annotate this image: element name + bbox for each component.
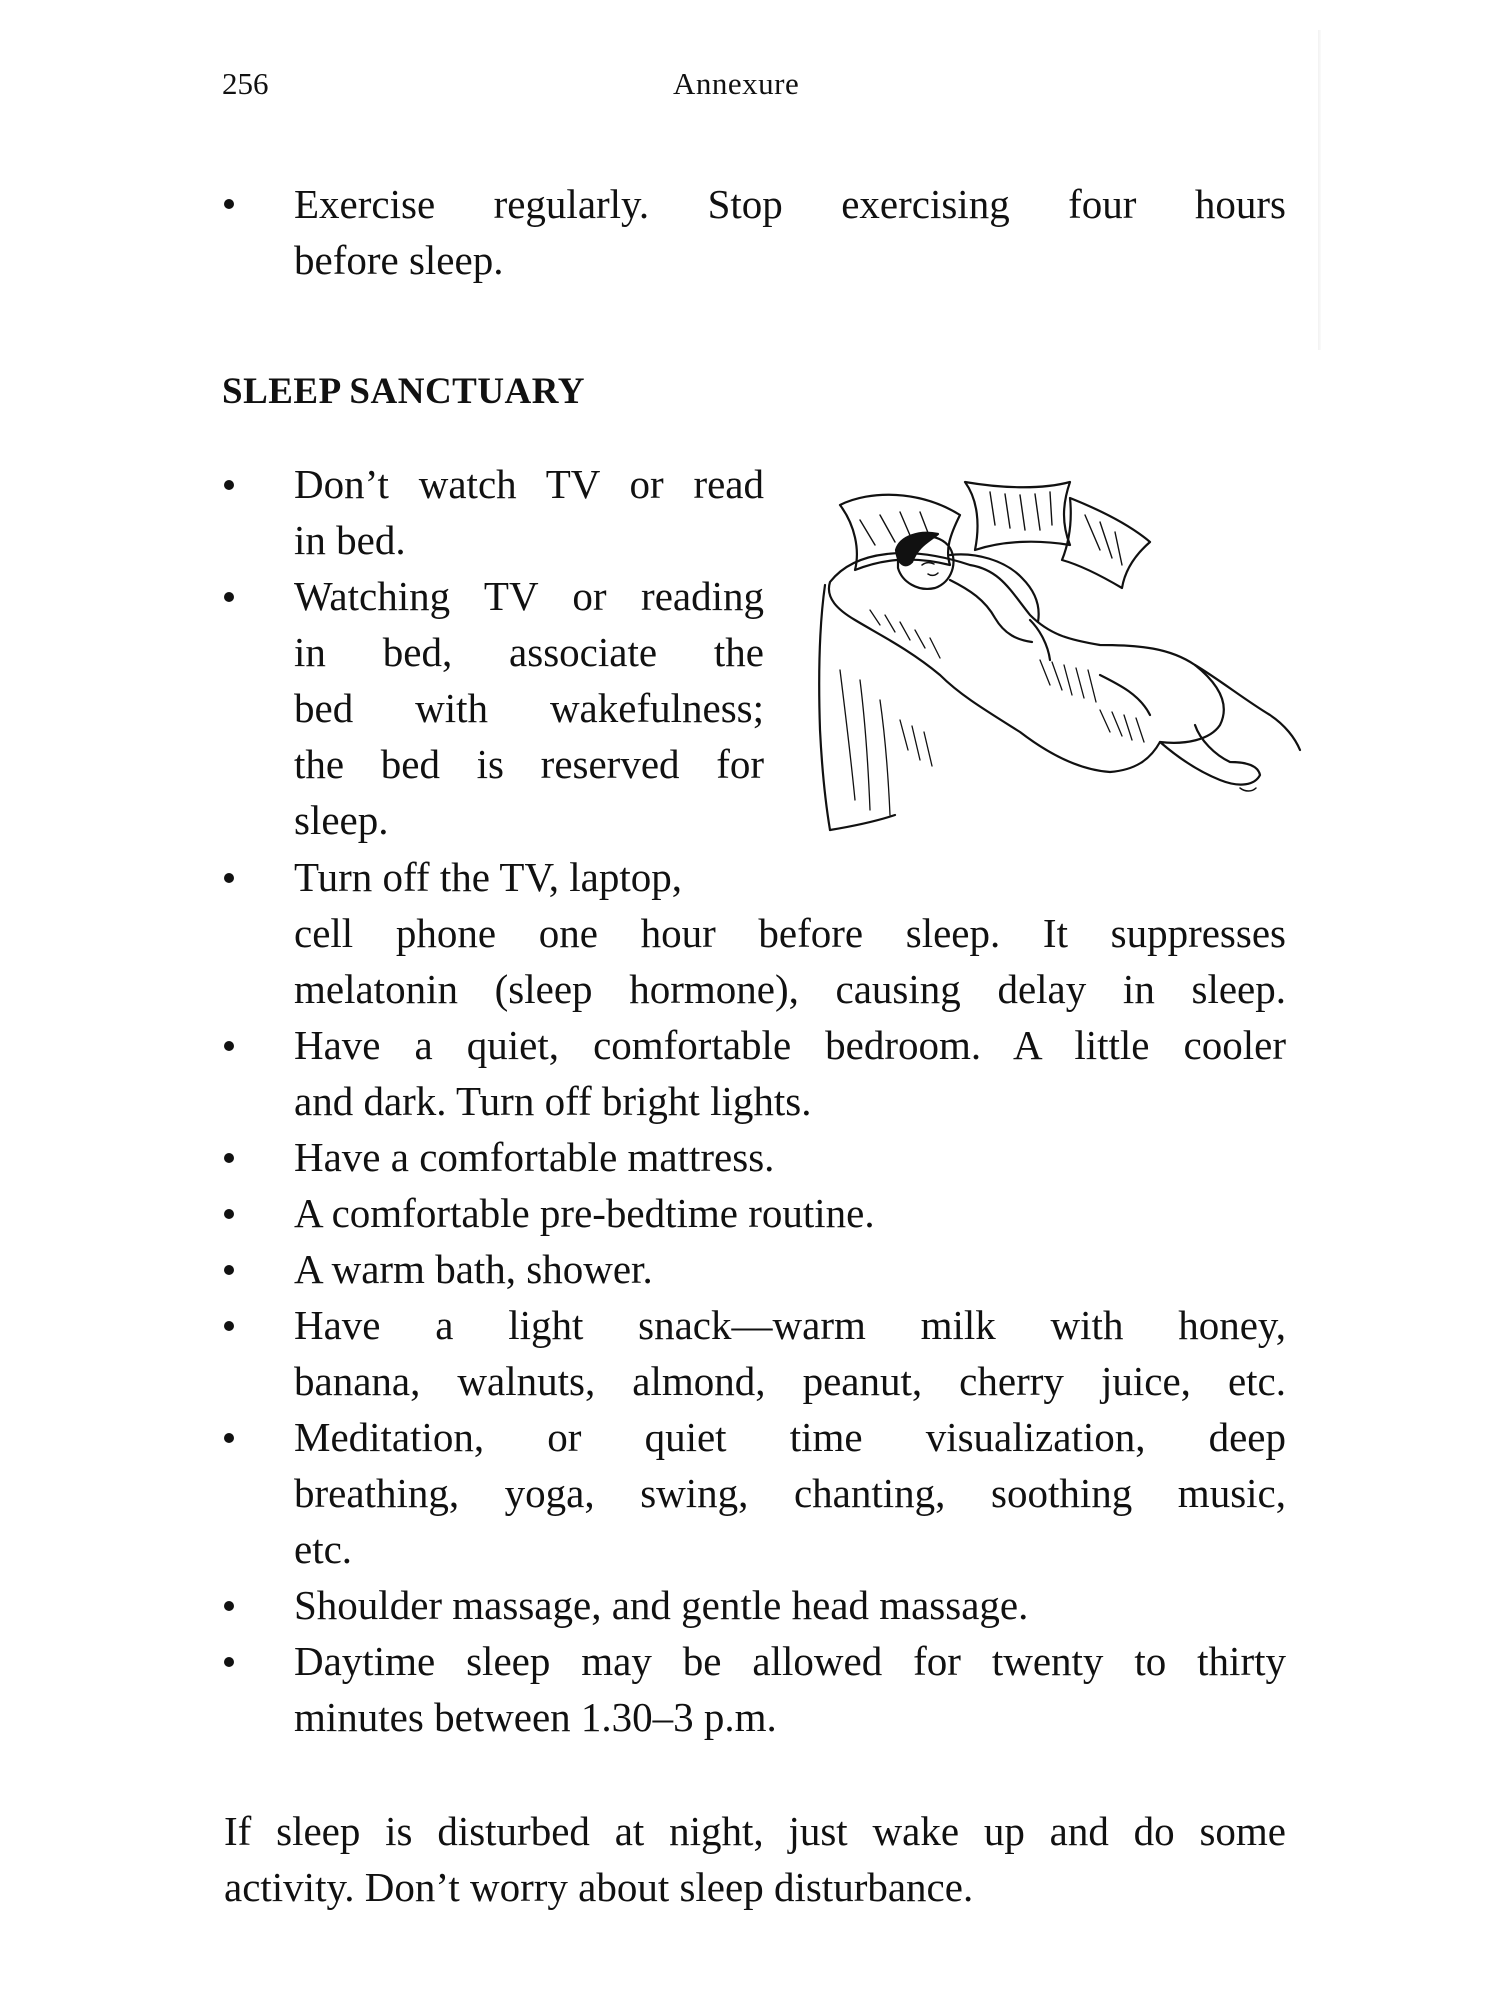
text-line: Daytime sleep may be allowed for twenty to thirty [294,1638,1286,1684]
bullet-item [294,1017,1286,1129]
section-heading: SLEEP SANCTUARY [222,371,585,412]
text-line: breathing, yoga, swing, chanting, soothing music, [294,1470,1286,1516]
bullet-item [294,849,1286,1017]
page-edge-shadow [1318,30,1321,350]
bed-sheet-icon [819,585,932,830]
text-line: the bed is reserved for [294,741,764,787]
bullet-item [294,568,764,848]
text-line: melatonin (sleep hormone), causing delay in sleep. [294,966,1286,1012]
pillows-icon [840,482,1150,588]
bullet-dot [224,1433,234,1443]
bullet-dot [224,199,234,209]
bullet-dot [224,1209,234,1219]
bullet-dot [224,1153,234,1163]
page-number: 256 [222,66,269,101]
text-line: cell phone one hour before sleep. It suppresses [294,910,1286,956]
text-line: Shoulder massage, and gentle head massage. [294,1582,1029,1628]
bullet-dot [224,480,234,490]
bullet-item [294,1409,1286,1577]
text-line: Meditation, or quiet time visualization, deep [294,1414,1286,1460]
bullet-dot [224,592,234,602]
text-line: A warm bath, shower. [294,1246,653,1292]
bullet-item [294,1129,1286,1185]
page-header [222,66,1282,106]
bullet-dot [224,873,234,883]
text-line: in bed. [294,517,406,563]
text-line: in bed, associate the [294,629,764,675]
bullet-dot [224,1265,234,1275]
text-line: activity. Don’t worry about sleep disturbance. [224,1864,974,1910]
text-line: sleep. [294,797,389,843]
bullet-item [294,456,764,568]
text-line: If sleep is disturbed at night, just wake up and do some [224,1808,1286,1854]
bullet-dot [224,1041,234,1051]
running-head: Annexure [673,66,800,101]
text-line: Have a comfortable mattress. [294,1134,775,1180]
text-line: Have a light snack—warm milk with honey, [294,1302,1286,1348]
bullet-item [294,1633,1286,1745]
bullet-dot [224,1601,234,1611]
bullet-dot [224,1321,234,1331]
closing-paragraph [224,1803,1286,1915]
bullet-item [294,1185,1286,1241]
text-line: bed with wakefulness; [294,685,764,731]
bullet-item [294,1577,1286,1633]
text-line: before sleep. [294,237,504,283]
sleeping-woman-illustration [800,470,1320,850]
text-line: banana, walnuts, almond, peanut, cherry juice, etc. [294,1358,1286,1404]
text-line: Turn off the TV, laptop, [294,854,683,900]
bullet-item [294,1241,1286,1297]
text-line: Watching TV or reading [294,573,764,619]
text-line: and dark. Turn off bright lights. [294,1078,812,1124]
text-line: Don’t watch TV or read [294,461,764,507]
text-line: etc. [294,1526,353,1572]
text-line: minutes between 1.30–3 p.m. [294,1694,777,1740]
text-line: A comfortable pre-bedtime routine. [294,1190,875,1236]
intro-bullet-text [294,176,1286,288]
bullet-dot [224,1657,234,1667]
bullet-item [294,1297,1286,1409]
bed-quilt-icon [829,533,1300,791]
text-line: Exercise regularly. Stop exercising four hours [294,181,1286,227]
text-line: Have a quiet, comfortable bedroom. A little cooler [294,1022,1286,1068]
